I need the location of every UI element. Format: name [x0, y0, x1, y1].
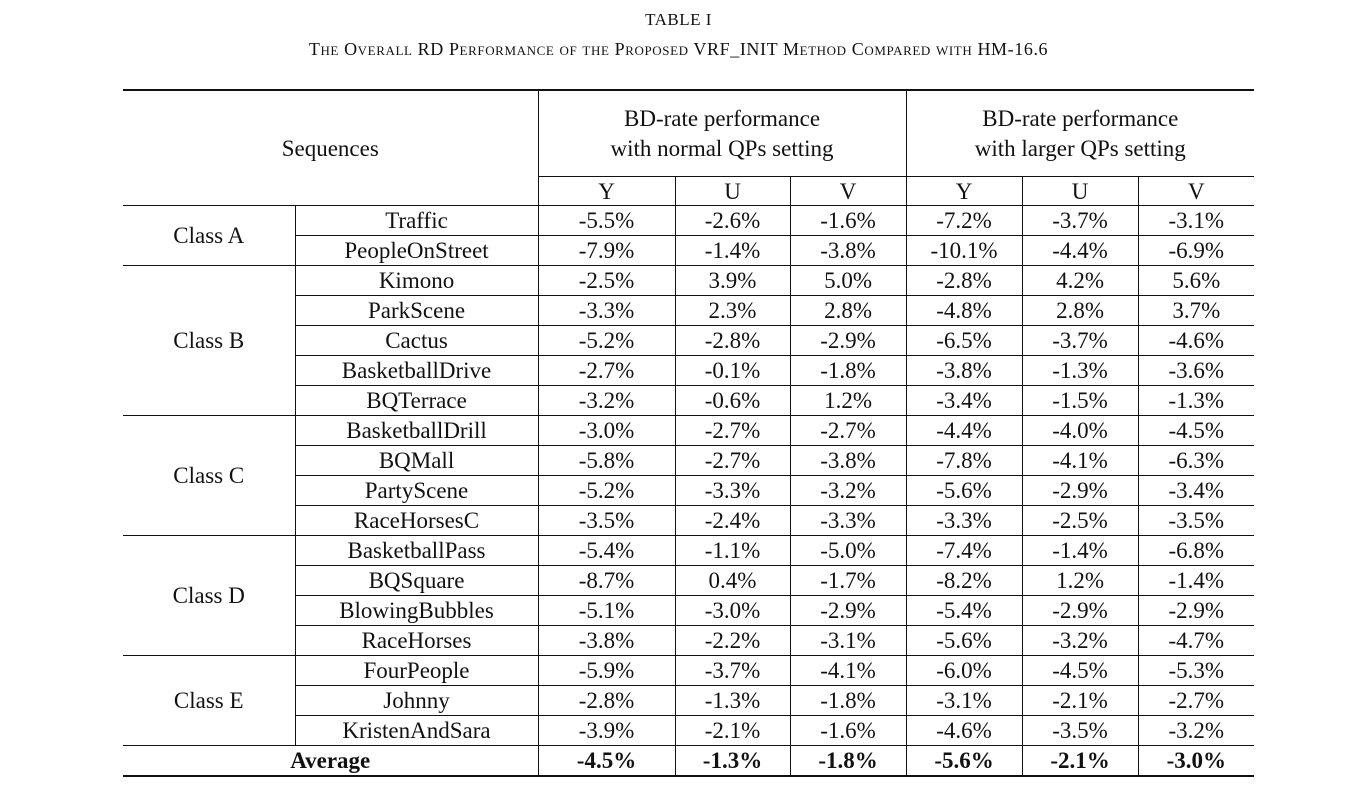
value-cell: -1.8%	[790, 356, 906, 386]
value-cell: -4.6%	[906, 716, 1022, 746]
value-cell: -2.5%	[1022, 506, 1138, 536]
larger-qp-header-line2: with larger QPs setting	[974, 135, 1186, 161]
average-value: -1.8%	[790, 746, 906, 777]
value-cell: -1.3%	[1138, 386, 1254, 416]
value-cell: 2.8%	[1022, 296, 1138, 326]
value-cell: 5.0%	[790, 266, 906, 296]
value-cell: -8.7%	[538, 566, 675, 596]
value-cell: -2.7%	[675, 416, 790, 446]
sequence-name: PeopleOnStreet	[295, 236, 538, 266]
value-cell: -2.2%	[675, 626, 790, 656]
value-cell: -5.3%	[1138, 656, 1254, 686]
value-cell: -1.8%	[790, 686, 906, 716]
value-cell: -4.4%	[1022, 236, 1138, 266]
sequence-name: ParkScene	[295, 296, 538, 326]
value-cell: -0.6%	[675, 386, 790, 416]
value-cell: -6.9%	[1138, 236, 1254, 266]
value-cell: -5.4%	[906, 596, 1022, 626]
value-cell: -2.8%	[538, 686, 675, 716]
table-row	[123, 266, 1254, 296]
value-cell: -3.5%	[1138, 506, 1254, 536]
value-cell: -5.5%	[538, 206, 675, 236]
value-cell: -1.6%	[790, 716, 906, 746]
class-label: Class C	[123, 416, 295, 536]
value-cell: -1.1%	[675, 536, 790, 566]
value-cell: -5.2%	[538, 476, 675, 506]
value-cell: -4.1%	[1022, 446, 1138, 476]
sequence-name: BQSquare	[295, 566, 538, 596]
value-cell: -2.9%	[790, 596, 906, 626]
value-cell: -5.4%	[538, 536, 675, 566]
col-header-larger-v: V	[1138, 177, 1254, 206]
value-cell: -3.5%	[538, 506, 675, 536]
average-row	[123, 746, 1254, 777]
sequence-name: BasketballDrive	[295, 356, 538, 386]
value-cell: -3.2%	[1022, 626, 1138, 656]
value-cell: -3.2%	[790, 476, 906, 506]
value-cell: -8.2%	[906, 566, 1022, 596]
value-cell: -2.7%	[675, 446, 790, 476]
value-cell: -6.0%	[906, 656, 1022, 686]
value-cell: 4.2%	[1022, 266, 1138, 296]
sequence-name: FourPeople	[295, 656, 538, 686]
sequence-name: RaceHorsesC	[295, 506, 538, 536]
value-cell: -7.8%	[906, 446, 1022, 476]
value-cell: -3.2%	[1138, 716, 1254, 746]
value-cell: 5.6%	[1138, 266, 1254, 296]
value-cell: -3.7%	[1022, 326, 1138, 356]
value-cell: -2.7%	[790, 416, 906, 446]
value-cell: -1.3%	[1022, 356, 1138, 386]
sequence-name: Traffic	[295, 206, 538, 236]
value-cell: -3.3%	[675, 476, 790, 506]
value-cell: -3.1%	[1138, 206, 1254, 236]
average-value: -4.5%	[538, 746, 675, 777]
normal-qp-group-header	[538, 90, 906, 177]
average-label: Average	[123, 746, 538, 777]
value-cell: -3.4%	[1138, 476, 1254, 506]
results-table	[123, 89, 1254, 777]
value-cell: -7.2%	[906, 206, 1022, 236]
value-cell: -5.8%	[538, 446, 675, 476]
sequence-name: Johnny	[295, 686, 538, 716]
value-cell: -2.9%	[790, 326, 906, 356]
value-cell: -3.3%	[790, 506, 906, 536]
value-cell: 1.2%	[790, 386, 906, 416]
value-cell: -3.1%	[906, 686, 1022, 716]
value-cell: -3.2%	[538, 386, 675, 416]
value-cell: -4.5%	[1022, 656, 1138, 686]
value-cell: 3.9%	[675, 266, 790, 296]
value-cell: -2.9%	[1022, 476, 1138, 506]
sequence-name: BasketballPass	[295, 536, 538, 566]
value-cell: -5.2%	[538, 326, 675, 356]
value-cell: -1.3%	[675, 686, 790, 716]
larger-qp-group-header	[906, 90, 1254, 177]
value-cell: -3.7%	[1022, 206, 1138, 236]
value-cell: -3.8%	[906, 356, 1022, 386]
value-cell: -3.8%	[790, 236, 906, 266]
value-cell: -2.8%	[906, 266, 1022, 296]
table-row	[123, 536, 1254, 566]
value-cell: -4.7%	[1138, 626, 1254, 656]
col-header-larger-u: U	[1022, 177, 1138, 206]
class-label: Class A	[123, 206, 295, 266]
average-value: -5.6%	[906, 746, 1022, 777]
value-cell: -2.5%	[538, 266, 675, 296]
col-header-larger-y: Y	[906, 177, 1022, 206]
sequence-name: BasketballDrill	[295, 416, 538, 446]
value-cell: -1.5%	[1022, 386, 1138, 416]
value-cell: -0.1%	[675, 356, 790, 386]
sequence-name: BlowingBubbles	[295, 596, 538, 626]
value-cell: -5.6%	[906, 476, 1022, 506]
class-label: Class D	[123, 536, 295, 656]
larger-qp-header-line1: BD-rate performance	[982, 105, 1179, 131]
value-cell: 3.7%	[1138, 296, 1254, 326]
average-value: -1.3%	[675, 746, 790, 777]
value-cell: -3.8%	[790, 446, 906, 476]
value-cell: -1.7%	[790, 566, 906, 596]
value-cell: -4.1%	[790, 656, 906, 686]
value-cell: -4.4%	[906, 416, 1022, 446]
value-cell: -3.7%	[675, 656, 790, 686]
value-cell: -2.8%	[675, 326, 790, 356]
table-row	[123, 656, 1254, 686]
value-cell: -2.6%	[675, 206, 790, 236]
sequence-name: Kimono	[295, 266, 538, 296]
table-number: TABLE I	[645, 10, 712, 29]
value-cell: -3.0%	[675, 596, 790, 626]
sequence-name: PartyScene	[295, 476, 538, 506]
value-cell: -5.0%	[790, 536, 906, 566]
value-cell: -4.0%	[1022, 416, 1138, 446]
value-cell: -3.4%	[906, 386, 1022, 416]
value-cell: -2.7%	[1138, 686, 1254, 716]
normal-qp-header-line2: with normal QPs setting	[610, 135, 834, 161]
value-cell: -1.4%	[1022, 536, 1138, 566]
value-cell: -7.9%	[538, 236, 675, 266]
value-cell: -5.9%	[538, 656, 675, 686]
class-label: Class E	[123, 656, 295, 746]
value-cell: -2.1%	[675, 716, 790, 746]
value-cell: -2.9%	[1138, 596, 1254, 626]
value-cell: -3.6%	[1138, 356, 1254, 386]
normal-qp-header-line1: BD-rate performance	[624, 105, 821, 131]
col-header-normal-u: U	[675, 177, 790, 206]
value-cell: -2.7%	[538, 356, 675, 386]
value-cell: -2.1%	[1022, 686, 1138, 716]
value-cell: -4.6%	[1138, 326, 1254, 356]
class-label: Class B	[123, 266, 295, 416]
value-cell: -5.6%	[906, 626, 1022, 656]
value-cell: 1.2%	[1022, 566, 1138, 596]
value-cell: -3.3%	[906, 506, 1022, 536]
value-cell: -1.6%	[790, 206, 906, 236]
col-header-normal-v: V	[790, 177, 906, 206]
value-cell: -3.9%	[538, 716, 675, 746]
value-cell: -6.5%	[906, 326, 1022, 356]
value-cell: -7.4%	[906, 536, 1022, 566]
value-cell: -3.1%	[790, 626, 906, 656]
value-cell: -1.4%	[1138, 566, 1254, 596]
value-cell: 2.3%	[675, 296, 790, 326]
sequence-name: BQTerrace	[295, 386, 538, 416]
value-cell: 2.8%	[790, 296, 906, 326]
sequences-header: Sequences	[123, 90, 538, 206]
table-row	[123, 416, 1254, 446]
table-caption: The Overall RD Performance of the Proposed VRF_INIT Method Compared with HM-16.6	[308, 39, 1049, 59]
value-cell: -6.3%	[1138, 446, 1254, 476]
col-header-normal-y: Y	[538, 177, 675, 206]
value-cell: -3.0%	[538, 416, 675, 446]
sequence-name: BQMall	[295, 446, 538, 476]
value-cell: -10.1%	[906, 236, 1022, 266]
value-cell: -3.8%	[538, 626, 675, 656]
value-cell: -4.8%	[906, 296, 1022, 326]
value-cell: -4.5%	[1138, 416, 1254, 446]
value-cell: -3.3%	[538, 296, 675, 326]
sequence-name: Cactus	[295, 326, 538, 356]
value-cell: -6.8%	[1138, 536, 1254, 566]
sequence-name: RaceHorses	[295, 626, 538, 656]
value-cell: -5.1%	[538, 596, 675, 626]
value-cell: 0.4%	[675, 566, 790, 596]
value-cell: -2.9%	[1022, 596, 1138, 626]
sequence-name: KristenAndSara	[295, 716, 538, 746]
value-cell: -1.4%	[675, 236, 790, 266]
value-cell: -3.5%	[1022, 716, 1138, 746]
average-value: -2.1%	[1022, 746, 1138, 777]
table-row	[123, 206, 1254, 236]
value-cell: -2.4%	[675, 506, 790, 536]
average-value: -3.0%	[1138, 746, 1254, 777]
